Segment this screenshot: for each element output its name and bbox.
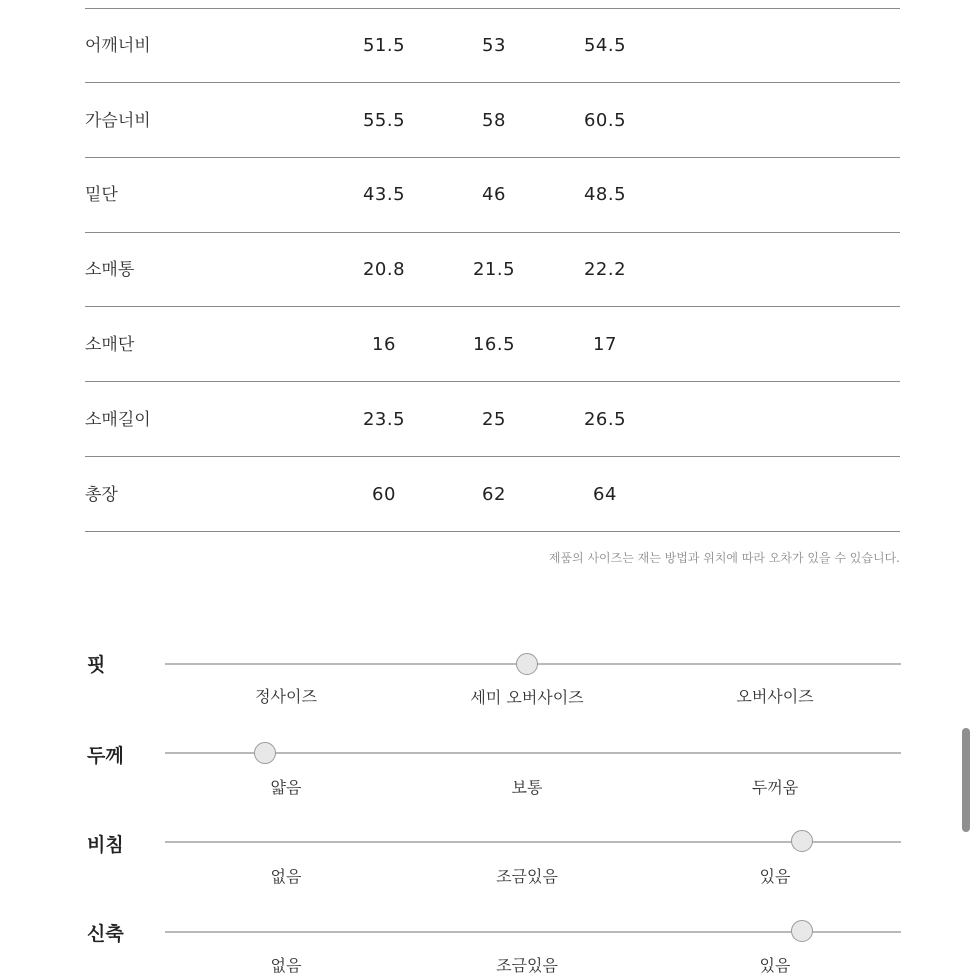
option-label: 있음 — [759, 867, 791, 886]
option-label: 없음 — [270, 956, 302, 975]
table-divider — [85, 82, 900, 83]
size-value: 16.5 — [472, 334, 516, 355]
size-disclaimer: 제품의 사이즈는 재는 방법과 위치에 따라 오차가 있을 수 있습니다. — [548, 551, 900, 565]
attribute-thickness — [0, 730, 980, 797]
size-value: 23.5 — [362, 409, 406, 430]
row-label: 소매단 — [85, 335, 135, 355]
size-value: 20.8 — [362, 259, 406, 280]
option-label: 보통 — [511, 778, 543, 797]
option-label: 두꺼움 — [751, 778, 799, 797]
table-divider — [85, 531, 900, 532]
attribute-title: 핏 — [87, 654, 106, 676]
attribute-title: 신축 — [87, 923, 124, 945]
option-label: 오버사이즈 — [736, 687, 814, 706]
row-label: 가슴너비 — [85, 111, 151, 131]
size-value: 25 — [482, 409, 506, 430]
row-label: 밑단 — [85, 185, 118, 205]
option-label: 정사이즈 — [255, 687, 317, 706]
table-row — [85, 233, 900, 307]
size-value: 60 — [372, 484, 396, 505]
size-value: 54.5 — [583, 35, 627, 56]
size-value: 26.5 — [583, 409, 627, 430]
attribute-title: 비침 — [87, 834, 124, 856]
attribute-fit — [0, 640, 980, 707]
size-value: 46 — [482, 184, 506, 205]
table-row — [85, 9, 900, 83]
size-value: 53 — [482, 35, 506, 56]
size-value: 55.5 — [362, 110, 406, 131]
option-label: 조금있음 — [496, 956, 558, 975]
option-label: 조금있음 — [496, 867, 558, 886]
size-value: 48.5 — [583, 184, 627, 205]
attribute-stretch — [0, 909, 980, 975]
option-label: 얇음 — [270, 778, 302, 797]
table-row — [85, 383, 900, 457]
attribute-sheerness — [0, 819, 980, 886]
size-value: 64 — [593, 484, 617, 505]
size-value: 22.2 — [583, 259, 627, 280]
size-value: 60.5 — [583, 110, 627, 131]
size-value: 51.5 — [362, 35, 406, 56]
size-value: 21.5 — [472, 259, 516, 280]
row-label: 소매통 — [85, 260, 135, 280]
option-label: 있음 — [759, 956, 791, 975]
table-row — [85, 308, 900, 382]
option-label: 세미 오버사이즈 — [470, 688, 584, 707]
size-value: 17 — [593, 334, 617, 355]
table-row — [85, 458, 900, 532]
slider-knob — [516, 653, 538, 675]
row-label: 어깨너비 — [85, 36, 151, 56]
row-label: 소매길이 — [85, 410, 151, 430]
row-label: 총장 — [85, 485, 118, 505]
option-label: 없음 — [270, 867, 302, 886]
slider-knob — [254, 742, 276, 764]
size-value: 58 — [482, 110, 506, 131]
table-divider — [85, 381, 900, 382]
table-row — [85, 158, 900, 232]
size-value: 62 — [482, 484, 506, 505]
scrollbar[interactable] — [962, 728, 970, 832]
size-value: 16 — [372, 334, 396, 355]
table-divider — [85, 456, 900, 457]
attribute-title: 두께 — [87, 745, 124, 767]
slider-knob — [791, 920, 813, 942]
table-divider — [85, 306, 900, 307]
size-value: 43.5 — [362, 184, 406, 205]
table-row — [85, 84, 900, 158]
slider-knob — [791, 830, 813, 852]
